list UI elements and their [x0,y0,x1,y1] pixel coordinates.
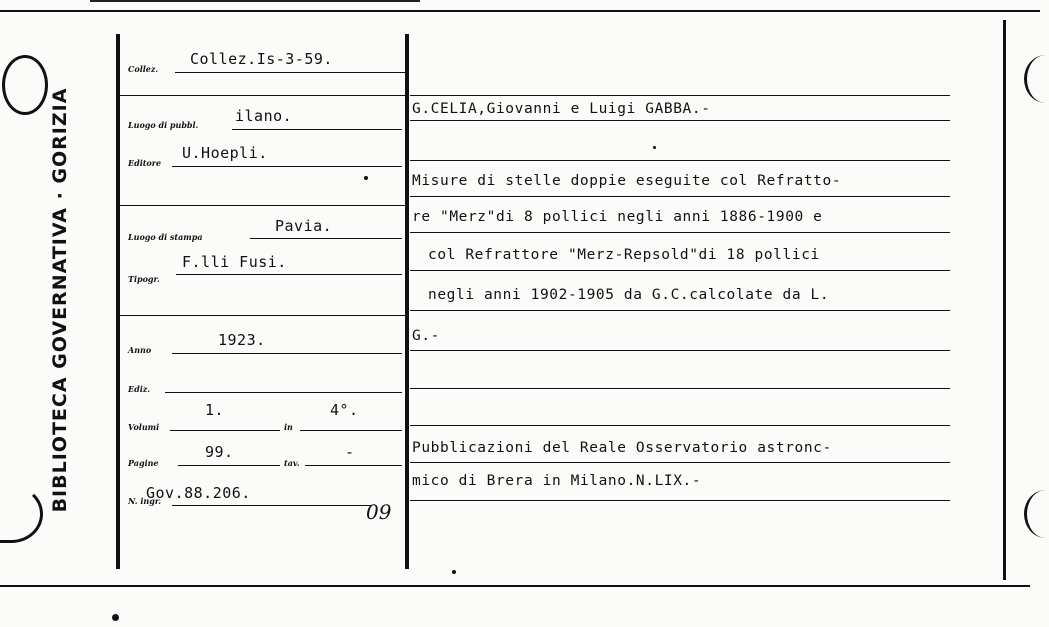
bottom-border [0,585,1030,587]
title-line-3: col Refrattore "Merz-Repsold"di 18 pollici [428,247,820,263]
editore-label: Editore [128,158,162,168]
in-value: 4°. [330,401,359,419]
punch-hole-top-left [2,55,48,115]
in-line [300,430,402,431]
left-column-rule [116,34,120,569]
collez-label: Collez. [128,64,159,74]
ediz-line [165,392,402,393]
tav-line [305,465,402,466]
right-rule-4 [410,196,950,197]
speck [452,570,456,574]
handwritten-number: 09 [366,500,392,524]
punch-hole-bottom-left [0,485,43,543]
luogo-pubbl-value: ilano. [235,107,293,125]
tav-label: tav. [284,458,300,468]
punch-hole-top-right [1024,55,1049,103]
right-rule-11 [410,462,950,463]
pagine-line [178,465,280,466]
volumi-value: 1. [205,401,225,419]
ediz-label: Ediz. [128,384,151,394]
left-sep-1 [118,95,406,96]
right-rule-9 [410,388,950,389]
editore-value: U.Hoepli. [182,144,268,162]
series-line-2: mico di Brera in Milano.N.LIX.- [412,473,702,489]
left-sep-2 [118,205,406,206]
library-side-label: BIBLIOTECA GOVERNATIVA · GORIZIA [49,87,71,513]
left-sep-3 [118,315,406,316]
middle-column-rule [405,34,409,569]
right-edge [1003,20,1006,580]
in-label: in [284,422,293,432]
speck [653,146,656,149]
luogo-pubbl-line [232,129,402,130]
anno-line [172,353,402,354]
tipogr-value: F.lli Fusi. [182,253,287,271]
right-rule-5 [410,232,950,233]
tipogr-line [176,274,402,275]
anno-label: Anno [128,345,152,355]
speck [364,176,368,180]
luogo-stampa-line [250,238,402,239]
series-line-1: Pubblicazioni del Reale Osservatorio astronc- [412,440,832,456]
pagine-value: 99. [205,443,234,461]
pagine-label: Pagine [128,458,159,468]
title-line-4: negli anni 1902-1905 da G.C.calcolate da L. [428,287,830,303]
right-rule-8 [410,350,950,351]
editore-line [172,166,402,167]
right-rule-2 [410,120,950,121]
luogo-stampa-value: Pavia. [275,217,333,235]
n-ingr-label: N. ingr. [128,496,162,506]
right-rule-1 [410,95,950,96]
n-ingr-value: Gov.88.206. [146,484,251,502]
top-cut-line [90,0,420,2]
tav-value: - [345,443,355,461]
collez-line [175,72,405,73]
volumi-line [170,430,280,431]
luogo-pubbl-label: Luogo di pubbl. [128,120,199,130]
volumi-label: Volumi [128,422,160,432]
tipogr-label: Tipogr. [128,274,160,284]
right-rule-6 [410,270,950,271]
title-line-1: Misure di stelle doppie eseguite col Refratto- [412,173,842,189]
collez-value: Collez.Is-3-59. [190,50,333,68]
title-line-2: re "Merz"di 8 pollici negli anni 1886-1900 e [412,209,823,225]
author-line: G.CELIA,Giovanni e Luigi GABBA.- [412,101,711,117]
bottom-dot [112,614,119,621]
right-rule-3 [410,160,950,161]
right-rule-12 [410,500,950,501]
n-ingr-line [172,505,372,506]
anno-value: 1923. [218,331,266,349]
right-rule-10 [410,425,950,426]
right-rule-7 [410,310,950,311]
luogo-stampa-label: Luogo di stampa [128,232,203,242]
title-line-5: G.- [412,328,440,344]
top-border [0,10,1040,12]
punch-hole-bottom-right [1024,490,1049,538]
